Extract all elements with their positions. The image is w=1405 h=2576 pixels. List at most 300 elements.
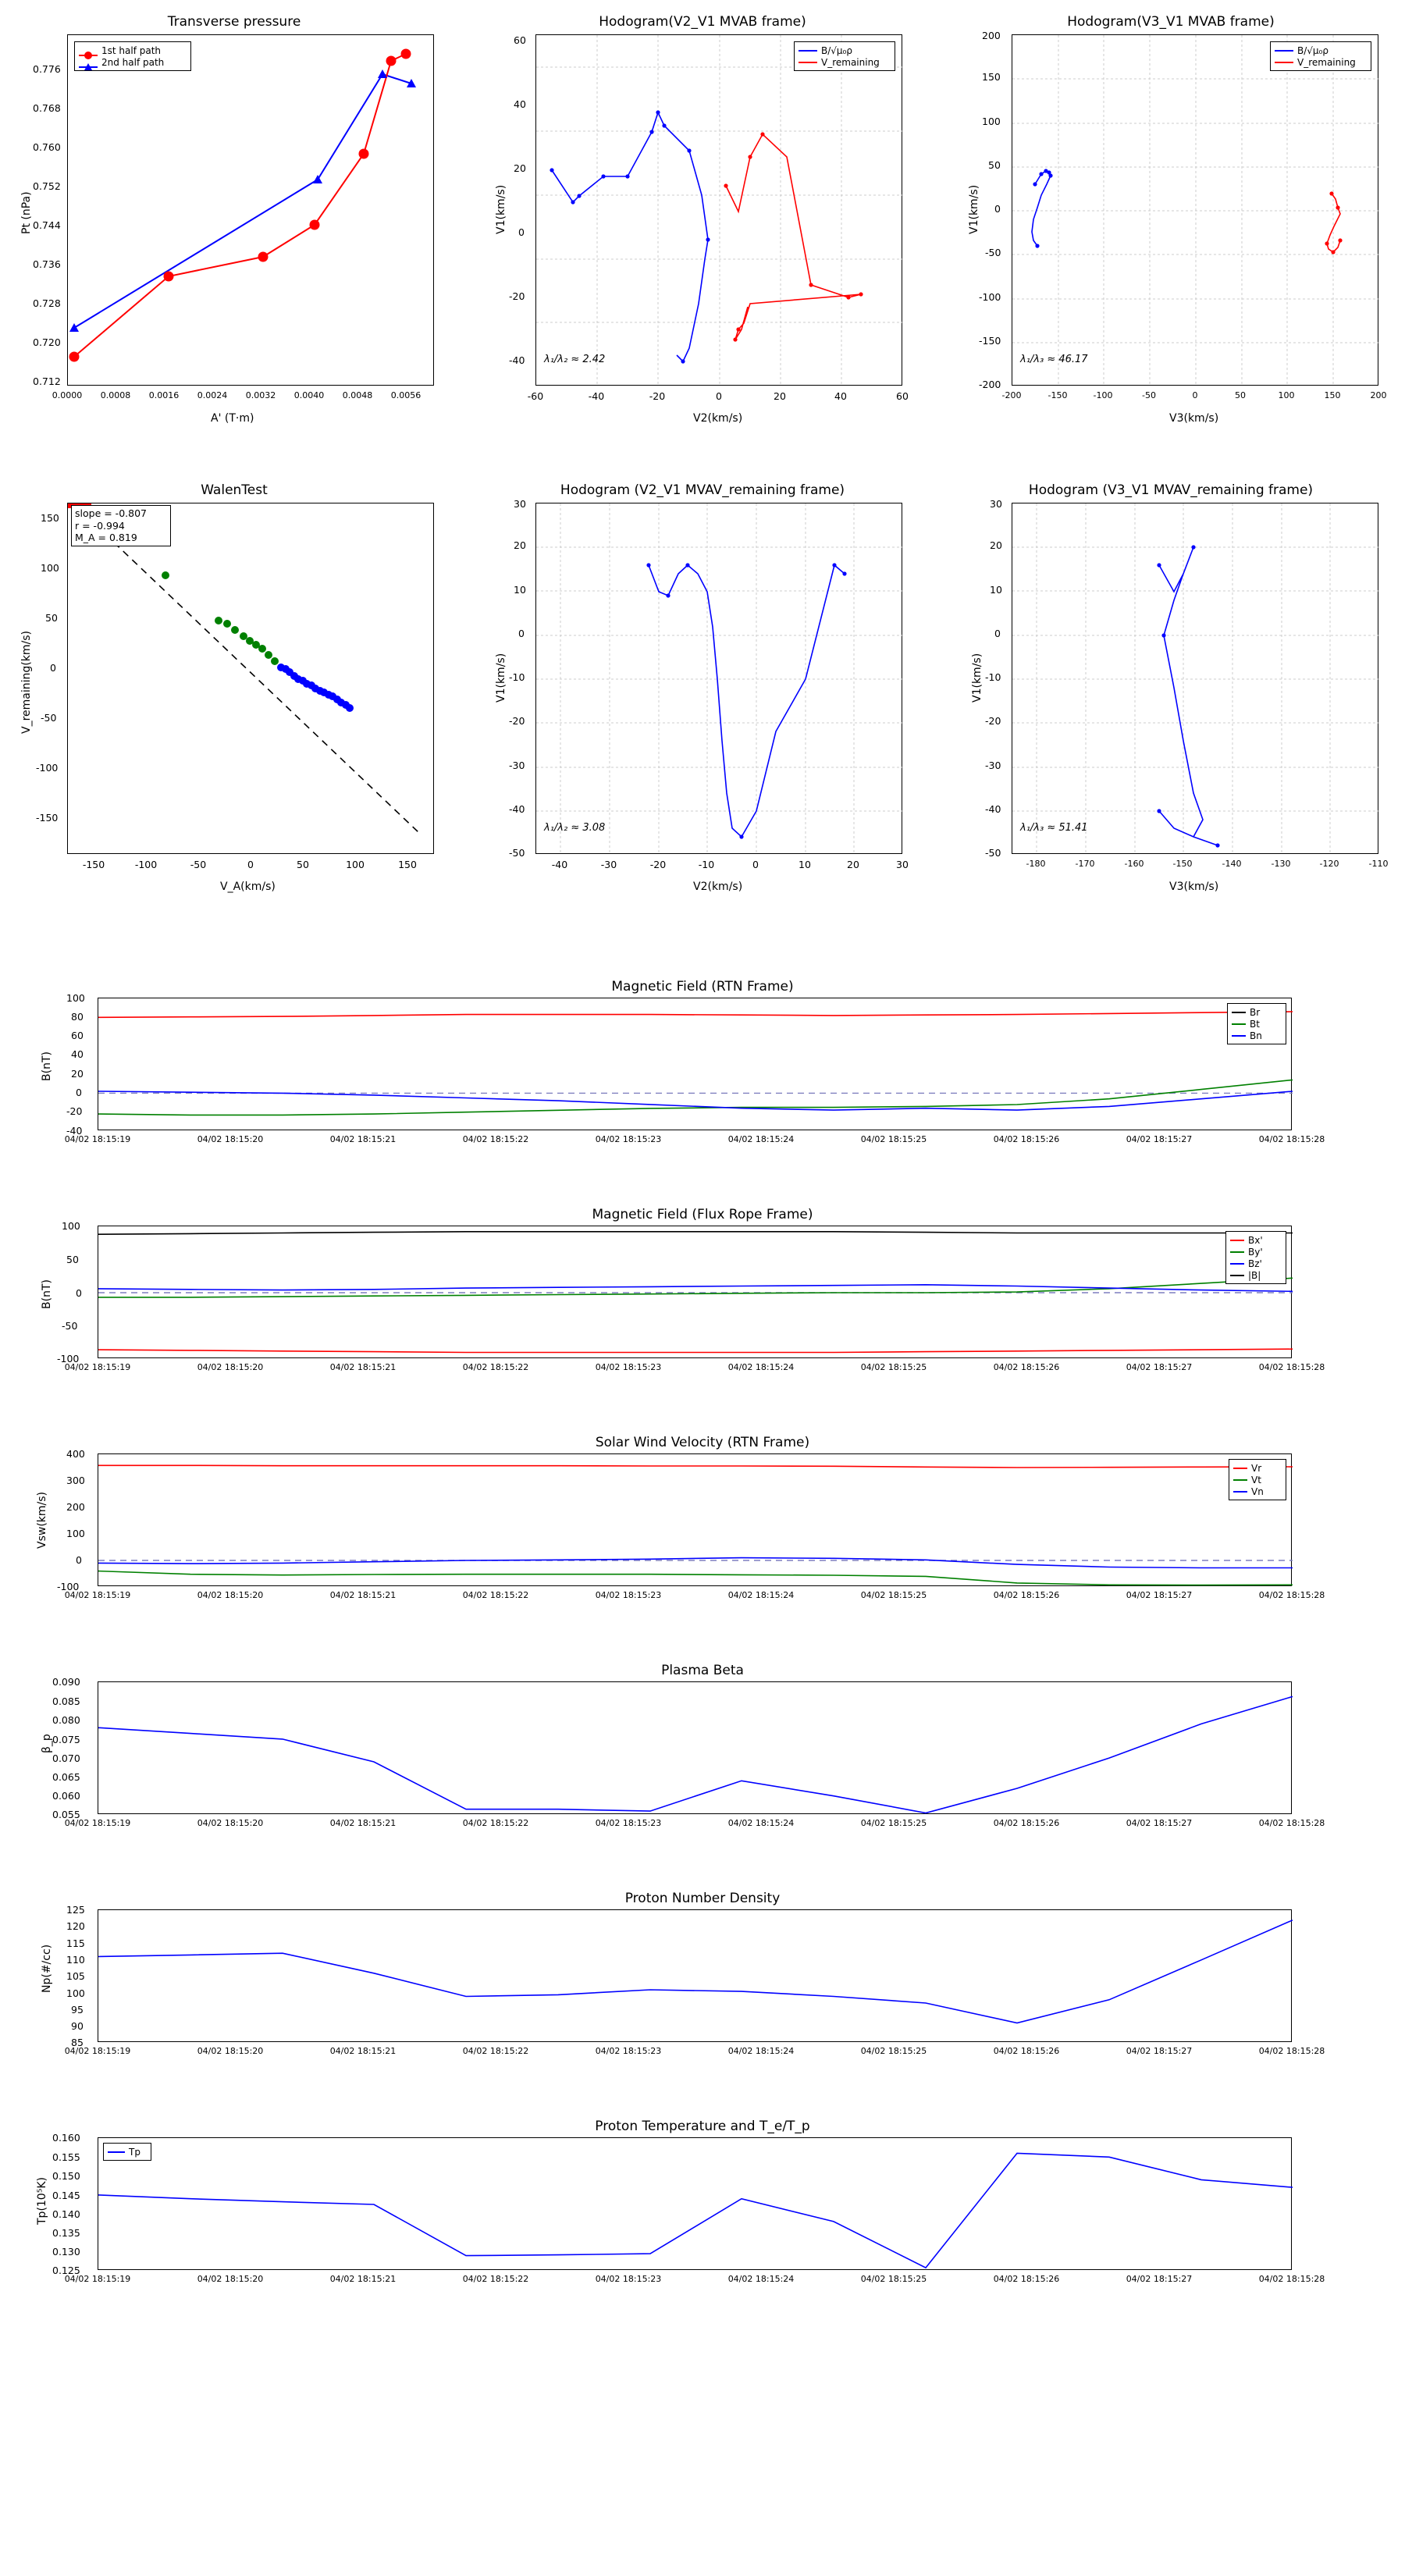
y-tick: 0.736 <box>33 258 61 270</box>
y-tick: 0.720 <box>33 336 61 348</box>
legend-label: Bn <box>1250 1030 1262 1041</box>
x-tick: -130 <box>1271 859 1291 869</box>
x-tick: -50 <box>1142 390 1156 400</box>
x-tick: 60 <box>896 390 909 402</box>
plot-area <box>535 503 902 854</box>
alfven-mach-text: M_A = 0.819 <box>75 532 137 544</box>
legend-label: Bx' <box>1248 1234 1263 1246</box>
x-tick: -30 <box>600 859 617 870</box>
y-tick: -20 <box>66 1105 83 1117</box>
plot-svg <box>98 1454 1293 1587</box>
plot-area <box>67 34 434 386</box>
y-tick: 0.768 <box>33 102 61 114</box>
plot-svg <box>98 1910 1293 2043</box>
panel-hodogram-v3v1-mvab <box>937 0 1405 437</box>
line-swatch-icon <box>1230 1275 1244 1276</box>
legend-entry <box>1275 56 1367 68</box>
x-tick: -140 <box>1222 859 1242 869</box>
x-tick: 20 <box>847 859 859 870</box>
y-tick: -50 <box>62 1320 78 1332</box>
x-tick: 0.0024 <box>197 390 228 400</box>
y-tick: 0 <box>76 1087 82 1098</box>
y-tick: -10 <box>985 671 1001 683</box>
y-axis-label: Vsw(km/s) <box>36 1491 48 1549</box>
y-tick: 20 <box>990 539 1002 551</box>
y-tick: 50 <box>66 1254 79 1265</box>
y-tick: 0 <box>50 662 56 674</box>
x-tick: 04/02 18:15:24 <box>727 1818 795 1828</box>
y-axis-label: Np(#/cc) <box>41 1944 53 1993</box>
line-swatch-icon <box>1233 1479 1247 1481</box>
x-tick: 04/02 18:15:26 <box>993 1590 1060 1600</box>
panel-magnetic-field-flux-rope <box>0 1204 1405 1407</box>
x-tick: 04/02 18:15:25 <box>860 1590 927 1600</box>
legend-entry <box>1232 1006 1282 1018</box>
x-tick: 04/02 18:15:27 <box>1126 1590 1193 1600</box>
x-tick: 04/02 18:15:26 <box>993 1818 1060 1828</box>
legend-label: Tp <box>129 2146 140 2158</box>
x-tick: 04/02 18:15:23 <box>595 1590 662 1600</box>
x-tick: 150 <box>1324 390 1341 400</box>
y-tick: 0.160 <box>52 2132 80 2144</box>
x-tick: 0.0000 <box>52 390 83 400</box>
x-tick: 04/02 18:15:24 <box>727 1590 795 1600</box>
x-tick: 04/02 18:15:21 <box>329 1362 397 1372</box>
y-tick: 100 <box>62 1220 80 1232</box>
y-tick: 125 <box>66 1904 85 1916</box>
panel-title: Proton Temperature and T_e/T_p <box>595 2119 810 2134</box>
panel-title: Proton Number Density <box>624 1891 781 1906</box>
line-swatch-icon <box>799 50 817 52</box>
legend-label: Vr <box>1251 1462 1262 1474</box>
x-tick: 04/02 18:15:28 <box>1258 1362 1325 1372</box>
y-tick: 0.070 <box>52 1752 80 1764</box>
x-tick: 04/02 18:15:24 <box>727 2046 795 2056</box>
plot-svg <box>98 1682 1293 1815</box>
x-tick: 0 <box>1192 390 1198 400</box>
x-tick: 04/02 18:15:22 <box>462 1362 529 1372</box>
y-tick: 0.130 <box>52 2246 80 2258</box>
x-tick: 100 <box>346 859 365 870</box>
x-tick: 04/02 18:15:20 <box>197 1590 264 1600</box>
legend-entry <box>1232 1030 1282 1041</box>
legend-label: |B| <box>1248 1269 1261 1281</box>
y-tick: 0 <box>76 1554 82 1566</box>
panel-title: Magnetic Field (Flux Rope Frame) <box>592 1207 813 1222</box>
y-tick: 40 <box>514 98 526 110</box>
x-tick: 0 <box>752 859 759 870</box>
y-tick: -100 <box>57 1581 80 1592</box>
legend-entry <box>799 44 891 56</box>
y-tick: -100 <box>979 291 1001 303</box>
y-tick: 85 <box>71 2037 84 2048</box>
y-tick: 0.085 <box>52 1695 80 1707</box>
x-tick: -20 <box>649 390 666 402</box>
y-tick: 0.060 <box>52 1790 80 1802</box>
x-tick: 04/02 18:15:22 <box>462 1590 529 1600</box>
x-tick: 04/02 18:15:27 <box>1126 2274 1193 2284</box>
y-tick: 0.744 <box>33 219 61 231</box>
y-tick: 0.080 <box>52 1714 80 1726</box>
x-tick: -200 <box>1001 390 1022 400</box>
y-tick: -40 <box>985 803 1001 815</box>
eigenvalue-ratio-annotation: λ₁/λ₂ ≈ 2.42 <box>544 354 606 365</box>
y-tick: 200 <box>66 1501 85 1513</box>
panel-magnetic-field-rtn <box>0 976 1405 1179</box>
x-tick: 200 <box>1370 390 1387 400</box>
legend-label: Vn <box>1251 1485 1264 1497</box>
x-tick: 04/02 18:15:19 <box>64 1134 131 1144</box>
y-tick: 0 <box>76 1287 82 1299</box>
x-axis-label: V2(km/s) <box>693 881 743 893</box>
x-tick: -110 <box>1368 859 1389 869</box>
y-axis-label: B(nT) <box>41 1279 53 1309</box>
y-tick: 0.055 <box>52 1809 80 1820</box>
panel-hodogram-v2v1-mvab <box>468 0 937 437</box>
legend-label: 2nd half path <box>101 56 165 68</box>
y-tick: 50 <box>45 612 58 624</box>
x-tick: -100 <box>134 859 158 870</box>
y-tick: 100 <box>66 1987 85 1999</box>
y-tick: 100 <box>66 992 85 1004</box>
y-tick: 0 <box>518 628 525 639</box>
line-swatch-icon <box>1230 1251 1244 1253</box>
legend-entry <box>1233 1462 1282 1474</box>
y-tick: 100 <box>982 116 1001 127</box>
x-tick: 04/02 18:15:21 <box>329 1590 397 1600</box>
x-tick: 04/02 18:15:28 <box>1258 1818 1325 1828</box>
x-tick: 0.0056 <box>390 390 422 400</box>
y-tick: 0.090 <box>52 1676 80 1688</box>
y-tick: 0.145 <box>52 2190 80 2201</box>
x-tick: 04/02 18:15:19 <box>64 2274 131 2284</box>
plot-svg <box>536 503 903 855</box>
y-tick: 150 <box>41 512 59 524</box>
y-tick: 0.140 <box>52 2208 80 2220</box>
x-tick: 04/02 18:15:25 <box>860 2046 927 2056</box>
y-tick: 0.760 <box>33 141 61 153</box>
x-tick: 04/02 18:15:21 <box>329 1134 397 1144</box>
x-tick: 04/02 18:15:20 <box>197 2046 264 2056</box>
x-tick: 40 <box>834 390 847 402</box>
legend-entry <box>1232 1018 1282 1030</box>
y-tick: -50 <box>41 712 57 724</box>
y-tick: 300 <box>66 1475 85 1486</box>
y-tick: 200 <box>982 30 1001 41</box>
y-tick: 95 <box>71 2004 84 2016</box>
plot-svg <box>68 35 435 386</box>
legend-label: By' <box>1248 1246 1263 1258</box>
panel-hodogram-v2v1-mvav <box>468 468 937 906</box>
x-tick: 04/02 18:15:19 <box>64 1590 131 1600</box>
y-tick: -50 <box>985 847 1001 859</box>
y-axis-label: V_remaining(km/s) <box>20 631 33 734</box>
y-tick: -20 <box>985 715 1001 727</box>
x-tick: 04/02 18:15:28 <box>1258 2046 1325 2056</box>
legend-entry <box>1230 1258 1282 1269</box>
legend-entry <box>1233 1474 1282 1485</box>
x-axis-label: V2(km/s) <box>693 412 743 425</box>
legend-label: Bz' <box>1248 1258 1262 1269</box>
x-tick: 0.0016 <box>148 390 180 400</box>
x-tick: 04/02 18:15:24 <box>727 1362 795 1372</box>
panel-walen-test <box>0 468 468 906</box>
x-axis-label: V3(km/s) <box>1169 412 1219 425</box>
x-tick: -20 <box>649 859 667 870</box>
x-tick: 04/02 18:15:25 <box>860 1818 927 1828</box>
x-tick: 04/02 18:15:20 <box>197 2274 264 2284</box>
y-tick: 150 <box>982 71 1001 83</box>
y-tick: 0.712 <box>33 375 61 387</box>
x-tick: 04/02 18:15:26 <box>993 1362 1060 1372</box>
panel-title: Solar Wind Velocity (RTN Frame) <box>595 1435 810 1450</box>
y-tick: 50 <box>988 159 1001 171</box>
y-tick: -150 <box>979 335 1001 347</box>
x-tick: 0.0032 <box>245 390 276 400</box>
legend <box>74 41 191 71</box>
eigenvalue-ratio-annotation: λ₁/λ₃ ≈ 51.41 <box>1020 822 1088 834</box>
legend-label: Bt <box>1250 1018 1260 1030</box>
x-tick: 04/02 18:15:20 <box>197 1134 264 1144</box>
legend <box>1227 1003 1286 1044</box>
panel-title: Hodogram(V2_V1 MVAB frame) <box>599 14 806 30</box>
x-tick: 04/02 18:15:27 <box>1126 2046 1193 2056</box>
x-tick: 100 <box>1278 390 1295 400</box>
plot-area <box>98 1681 1292 1814</box>
x-tick: 04/02 18:15:24 <box>727 1134 795 1144</box>
x-tick: 04/02 18:15:28 <box>1258 1590 1325 1600</box>
y-tick: -50 <box>985 247 1001 258</box>
plot-area <box>1012 34 1378 386</box>
x-tick: 04/02 18:15:26 <box>993 2274 1060 2284</box>
y-tick: 115 <box>66 1937 85 1949</box>
x-tick: -40 <box>551 859 568 870</box>
x-tick: 04/02 18:15:22 <box>462 1818 529 1828</box>
x-tick: 0.0040 <box>293 390 325 400</box>
eigenvalue-ratio-annotation: λ₁/λ₂ ≈ 3.08 <box>544 822 606 834</box>
legend-entry <box>1230 1246 1282 1258</box>
y-tick: -40 <box>509 354 525 366</box>
plot-svg <box>1012 35 1379 386</box>
line-swatch-icon <box>1230 1263 1244 1265</box>
panel-title: Magnetic Field (RTN Frame) <box>611 979 794 994</box>
y-tick: 0.155 <box>52 2151 80 2163</box>
eigenvalue-ratio-annotation: λ₁/λ₃ ≈ 46.17 <box>1020 354 1088 365</box>
x-tick: 50 <box>297 859 309 870</box>
x-tick: 04/02 18:15:19 <box>64 1362 131 1372</box>
legend <box>1225 1231 1286 1284</box>
line-swatch-icon <box>1233 1491 1247 1493</box>
x-tick: 04/02 18:15:27 <box>1126 1818 1193 1828</box>
y-tick: 400 <box>66 1448 85 1460</box>
x-tick: 04/02 18:15:24 <box>727 2274 795 2284</box>
y-axis-label: β_p <box>41 1734 53 1753</box>
y-tick: -20 <box>509 715 525 727</box>
x-tick: 20 <box>774 390 786 402</box>
plot-area <box>98 1453 1292 1586</box>
panel-transverse-pressure <box>0 0 468 437</box>
y-tick: -10 <box>509 671 525 683</box>
y-tick: 105 <box>66 1970 85 1982</box>
x-tick: 04/02 18:15:20 <box>197 1362 264 1372</box>
line-swatch-icon <box>1232 1023 1246 1025</box>
panel-title: Hodogram(V3_V1 MVAB frame) <box>1067 14 1275 30</box>
y-tick: 90 <box>71 2020 84 2032</box>
y-tick: 0.150 <box>52 2170 80 2182</box>
legend <box>1229 1459 1286 1500</box>
x-tick: 10 <box>799 859 811 870</box>
y-tick: -20 <box>509 290 525 302</box>
y-axis-label: V1(km/s) <box>971 653 984 703</box>
y-tick: 20 <box>71 1068 84 1080</box>
slope-text: slope = -0.807 <box>75 507 147 519</box>
y-tick: 10 <box>514 584 526 596</box>
y-axis-label: B(nT) <box>41 1051 53 1081</box>
y-axis-label: V1(km/s) <box>968 184 980 234</box>
y-tick: 60 <box>71 1030 84 1041</box>
y-tick: 60 <box>514 34 526 46</box>
panel-proton-number-density <box>0 1888 1405 2090</box>
y-tick: 0 <box>994 628 1001 639</box>
legend-label: V_remaining <box>821 56 880 68</box>
y-axis-label: Tp(10⁵K) <box>36 2177 48 2225</box>
x-tick: 50 <box>1235 390 1246 400</box>
y-tick: 10 <box>990 584 1002 596</box>
x-tick: -40 <box>588 390 605 402</box>
y-tick: 0 <box>518 226 525 238</box>
y-axis-label: Pt (nPa) <box>20 191 33 234</box>
panel-title: WalenTest <box>201 482 268 498</box>
line-swatch-icon <box>1232 1035 1246 1037</box>
x-tick: -150 <box>82 859 105 870</box>
x-axis-label: V_A(km/s) <box>220 881 276 893</box>
legend-label: B/√μ₀ρ <box>1297 44 1329 56</box>
x-tick: 0.0048 <box>342 390 373 400</box>
plot-svg <box>536 35 903 386</box>
x-tick: 04/02 18:15:25 <box>860 1362 927 1372</box>
line-swatch-icon <box>1275 62 1293 63</box>
panel-title: Plasma Beta <box>661 1663 744 1678</box>
x-tick: -120 <box>1319 859 1339 869</box>
x-tick: 04/02 18:15:25 <box>860 2274 927 2284</box>
x-tick: -10 <box>698 859 715 870</box>
y-tick: -100 <box>57 1353 80 1364</box>
legend-entry <box>108 2146 147 2158</box>
line-swatch-icon <box>1230 1240 1244 1241</box>
y-tick: -40 <box>66 1125 83 1137</box>
plot-area <box>98 1226 1292 1358</box>
x-tick: 04/02 18:15:26 <box>993 2046 1060 2056</box>
panel-plasma-beta <box>0 1660 1405 1863</box>
y-tick: 0.728 <box>33 297 61 309</box>
legend-entry <box>1230 1234 1282 1246</box>
plot-area <box>535 34 902 386</box>
x-tick: 04/02 18:15:22 <box>462 1134 529 1144</box>
line-swatch-icon <box>108 2151 125 2153</box>
x-tick: -160 <box>1124 859 1144 869</box>
y-tick: -100 <box>36 762 59 774</box>
plot-area <box>98 1909 1292 2042</box>
x-tick: 30 <box>896 859 909 870</box>
plot-area <box>98 998 1292 1130</box>
panel-title: Hodogram (V3_V1 MVAV_remaining frame) <box>1028 482 1314 498</box>
x-tick: 04/02 18:15:27 <box>1126 1362 1193 1372</box>
line-swatch-icon <box>799 62 817 63</box>
x-tick: 04/02 18:15:26 <box>993 1134 1060 1144</box>
x-tick: 04/02 18:15:25 <box>860 1134 927 1144</box>
legend-entry <box>1230 1269 1282 1281</box>
x-tick: -100 <box>1093 390 1113 400</box>
legend-entry <box>1275 44 1367 56</box>
x-tick: 04/02 18:15:21 <box>329 2046 397 2056</box>
panel-proton-temperature <box>0 2115 1405 2318</box>
y-tick: 80 <box>71 1011 84 1023</box>
y-tick: 0.075 <box>52 1734 80 1745</box>
x-tick: -150 <box>1048 390 1068 400</box>
x-tick: 0 <box>716 390 722 402</box>
y-tick: 120 <box>66 1920 85 1932</box>
plot-area <box>1012 503 1378 854</box>
plot-area <box>67 503 434 854</box>
plot-svg <box>68 503 435 855</box>
y-tick: 0 <box>994 203 1001 215</box>
x-tick: 0 <box>247 859 254 870</box>
y-tick: 0.752 <box>33 180 61 192</box>
x-tick: 150 <box>398 859 417 870</box>
y-tick: 30 <box>990 498 1002 510</box>
x-tick: 04/02 18:15:23 <box>595 2274 662 2284</box>
panel-solar-wind-velocity-rtn <box>0 1432 1405 1635</box>
x-tick: 04/02 18:15:27 <box>1126 1134 1193 1144</box>
y-tick: 40 <box>71 1048 84 1060</box>
y-tick: 0.776 <box>33 63 61 75</box>
x-tick: 04/02 18:15:23 <box>595 1134 662 1144</box>
y-axis-label: V1(km/s) <box>495 653 507 703</box>
legend-label: Vt <box>1251 1474 1261 1485</box>
x-tick: 04/02 18:15:23 <box>595 1818 662 1828</box>
x-tick: 04/02 18:15:21 <box>329 2274 397 2284</box>
legend-label: B/√μ₀ρ <box>821 44 852 56</box>
x-tick: 0.0008 <box>100 390 131 400</box>
x-tick: -150 <box>1172 859 1193 869</box>
y-tick: 0.125 <box>52 2265 80 2276</box>
x-tick: 04/02 18:15:23 <box>595 2046 662 2056</box>
plot-svg <box>98 2138 1293 2271</box>
y-tick: -200 <box>979 379 1001 390</box>
plot-svg <box>1012 503 1379 855</box>
panel-hodogram-v3v1-mvav <box>937 468 1405 906</box>
y-tick: 20 <box>514 162 526 174</box>
y-tick: 110 <box>66 1954 85 1966</box>
x-tick: 04/02 18:15:20 <box>197 1818 264 1828</box>
y-tick: -30 <box>985 760 1001 771</box>
plot-svg <box>98 998 1293 1131</box>
line-swatch-icon <box>1275 50 1293 52</box>
legend-entry <box>79 44 187 56</box>
plot-area <box>98 2137 1292 2270</box>
x-axis-label: A' (T·m) <box>211 412 254 425</box>
y-tick: -50 <box>509 847 525 859</box>
x-tick: 04/02 18:15:28 <box>1258 2274 1325 2284</box>
x-tick: 04/02 18:15:21 <box>329 1818 397 1828</box>
legend <box>1270 41 1371 71</box>
x-tick: 04/02 18:15:22 <box>462 2046 529 2056</box>
x-tick: -50 <box>190 859 207 870</box>
line-swatch-icon <box>1232 1012 1246 1013</box>
y-axis-label: V1(km/s) <box>495 184 507 234</box>
x-tick: -60 <box>527 390 544 402</box>
y-tick: -40 <box>509 803 525 815</box>
